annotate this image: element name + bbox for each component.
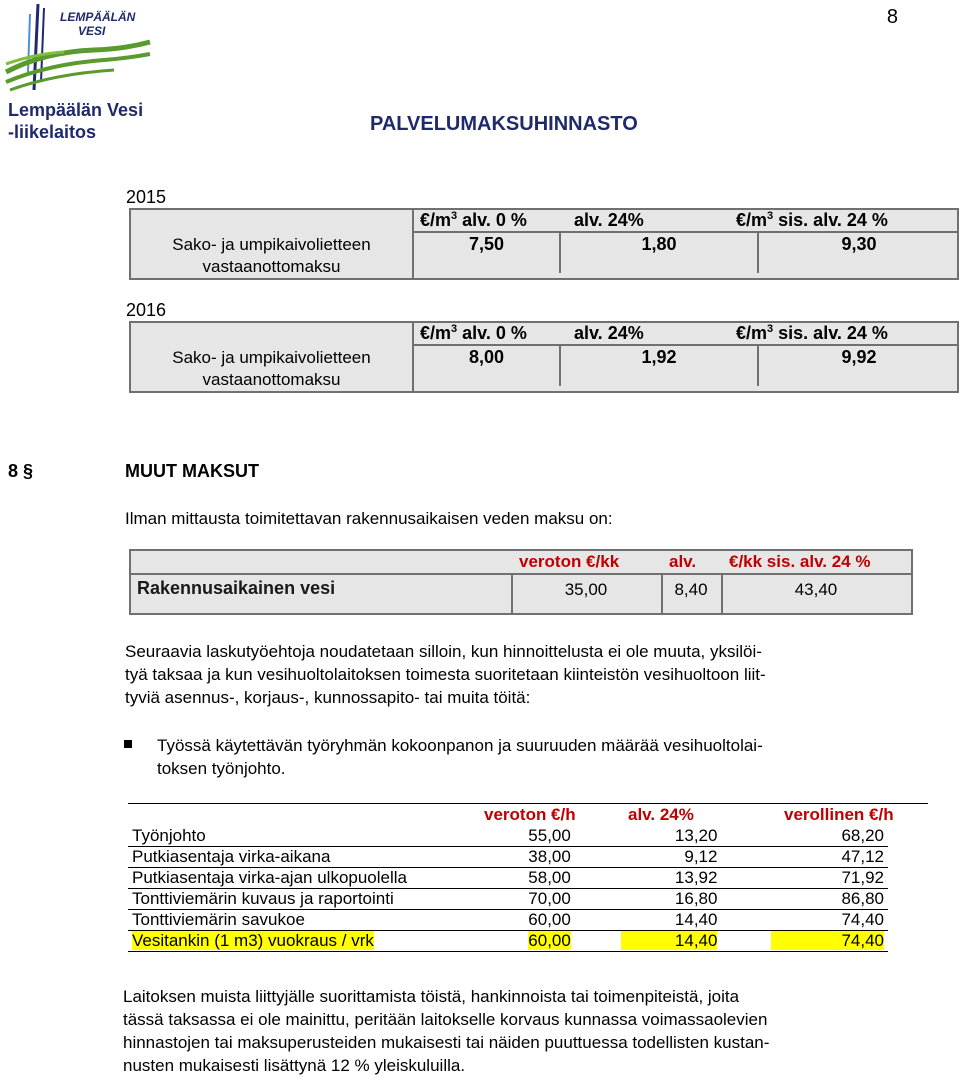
sludge-label-cell xyxy=(130,322,413,392)
sludge-label-line1: Sako- ja umpikaivolietteen xyxy=(172,235,371,254)
company-logo xyxy=(4,2,154,92)
section-title: MUUT MAKSUT xyxy=(125,461,259,481)
section-number: 8 § xyxy=(8,461,34,481)
table-row: Työnjohto 55,00 13,20 68,20 xyxy=(128,826,888,847)
cw-header-veroton: veroton €/kk xyxy=(519,552,620,571)
logo-text-line2: VESI xyxy=(78,24,106,38)
fee-header-veroton: veroton €/h xyxy=(484,805,576,824)
value-price-inc: 9,92 xyxy=(841,347,877,367)
year-2015: 2015 xyxy=(126,187,167,207)
table-row: Putkiasentaja virka-ajan ulkopuolella 58,00 13,92 71,92 xyxy=(128,868,888,889)
cw-header-alv: alv. xyxy=(669,552,697,571)
bullet-text: Työssä käytettävän työryhmän kokoonpanon ja suuruuden määrää vesihuoltolai- toksen työnjohto. xyxy=(157,736,763,778)
header-price-inc: $€/m^3$ sis. alv. 24 % xyxy=(736,323,888,343)
org-name-line1: Lempäälän Vesi xyxy=(8,100,144,120)
table-row: Putkiasentaja virka-aikana 38,00 9,12 47,12 xyxy=(128,847,888,868)
value-price-inc: 9,30 xyxy=(841,234,877,254)
paragraph-other-work: Laitoksen muista liittyjälle suorittamista töistä, hankinnoista tai toimenpiteistä, joita tässä taksassa ei ole mainittu, peritään laitokselle korvaus kunnassa voimassaolevien hinnastojen tai maksuperusteiden mukaisesti tai näiden puuttuessa todellisten kustan- nusten mukaisesti lisättynä 12 % yleiskuluilla. xyxy=(123,987,770,1075)
page-number: 8 xyxy=(886,6,898,28)
doc-title: PALVELUMAKSUHINNASTO xyxy=(370,113,638,135)
sludge-values-cell xyxy=(413,209,958,279)
value-alv: 1,80 xyxy=(641,234,677,254)
sludge-table-2016 xyxy=(129,321,959,393)
sludge-label-line2: vastaanottomaksu xyxy=(202,370,341,389)
header-alv: alv. 24% xyxy=(574,210,644,230)
org-name-line2: -liikelaitos xyxy=(8,122,97,142)
value-price-ex: 7,50 xyxy=(468,234,505,254)
table-row: Tonttiviemärin kuvaus ja raportointi 70,00 16,80 86,80 xyxy=(128,889,888,910)
bullet-square-icon xyxy=(124,740,132,748)
section-intro: Ilman mittausta toimitettavan rakennusaikaisen veden maksu on: xyxy=(125,509,613,528)
header-price-inc: $€/m^3$ sis. alv. 24 % xyxy=(736,210,888,230)
header-alv: alv. 24% xyxy=(574,323,644,343)
logo-text-line1: LEMPÄÄLÄN xyxy=(60,10,136,24)
sludge-table-2015 xyxy=(129,208,959,280)
sludge-label-cell xyxy=(130,209,413,279)
sludge-values-cell xyxy=(413,322,958,392)
cw-header-sis: €/kk sis. alv. 24 % xyxy=(729,552,871,571)
cw-label: Rakennusaikainen vesi xyxy=(137,578,336,598)
fee-header-alv: alv. 24% xyxy=(628,805,694,824)
value-price-ex: 8,00 xyxy=(468,347,505,367)
value-alv: 1,92 xyxy=(641,347,677,367)
cw-value-alv: 8,40 xyxy=(674,580,708,599)
table-row: Tonttiviemärin savukoe 60,00 14,40 74,40 xyxy=(128,910,888,931)
sludge-label-line2: vastaanottomaksu xyxy=(202,257,341,276)
header-price-ex: $€/m^3$ alv. 0 % xyxy=(420,210,527,230)
construction-water-table xyxy=(129,549,913,615)
hourly-fee-table xyxy=(128,803,928,952)
cw-value-veroton: 35,00 xyxy=(564,580,608,599)
fee-header-verollinen: verollinen €/h xyxy=(784,805,894,824)
year-2016: 2016 xyxy=(126,300,167,320)
section-symbol: § xyxy=(23,461,34,481)
header-price-ex: $€/m^3$ alv. 0 % xyxy=(420,323,527,343)
cw-value-sis: 43,40 xyxy=(794,580,838,599)
paragraph-work-terms: Seuraavia laskutyöehtoja noudatetaan silloin, kun hinnoittelusta ei ole muuta, yksilöi- tyä taksaa ja kun vesihuoltolaitoksen toimesta suoritetaan kiinteistön vesihuoltoon liit- tyviä asennus-, korjaus-, kunnossapito- tai muita töitä: xyxy=(125,642,766,707)
table-row-highlighted: Vesitankin (1 m3) vuokraus / vrk 60,00 14,40 74,40 xyxy=(128,931,888,952)
sludge-label-line1: Sako- ja umpikaivolietteen xyxy=(172,348,371,367)
